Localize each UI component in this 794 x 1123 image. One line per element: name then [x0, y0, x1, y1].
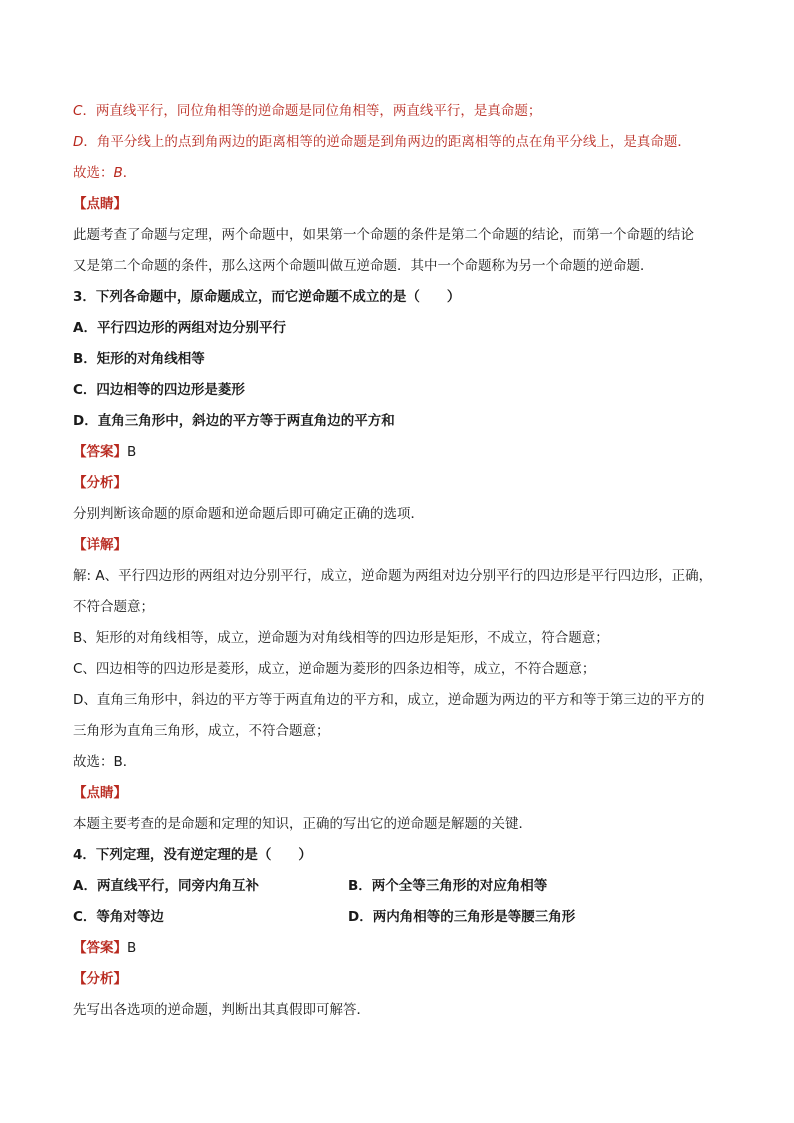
q3-detail-line-3: B、矩形的对角线相等，成立，逆命题为对角线相等的四边形是矩形，不成立，符合题意； [73, 630, 609, 646]
q3-stem: 3．下列各命题中，原命题成立，而它逆命题不成立的是（ ） [73, 289, 461, 305]
q4-option-b: B．两个全等三角形的对应角相等 [348, 878, 548, 894]
choice-prefix: 故选： [73, 165, 114, 181]
choice-letter: B [113, 165, 123, 181]
q4-analysis-tag: 【分析】 [73, 971, 127, 987]
q4-option-d: D．两内角相等的三角形是等腰三角形 [348, 909, 576, 925]
q3-detail-line-1: 解: A、平行四边形的两组对边分别平行，成立，逆命题为两组对边分别平行的四边形是平行四边形，正确， [73, 568, 713, 584]
q3-detail-tag: 【详解】 [73, 537, 127, 553]
q3-detail-line-2: 不符合题意； [73, 599, 154, 615]
q4-analysis: 先写出各选项的逆命题，判断出其真假即可解答． [73, 1002, 370, 1018]
answer-tag: 【答案】 [73, 444, 127, 460]
q4-option-c: C．等角对等边 [73, 909, 164, 925]
q2-dianjing-tag: 【点睛】 [73, 196, 127, 212]
q3-option-c: C．四边相等的四边形是菱形 [73, 382, 245, 398]
q3-detail-line-7: 故选：B． [73, 754, 137, 770]
q4-options-row-2 [73, 908, 733, 926]
q3-answer [73, 443, 733, 461]
q3-option-d: D．直角三角形中，斜边的平方等于两直角边的平方和 [73, 413, 395, 429]
q3-option-b: B．矩形的对角线相等 [73, 351, 205, 367]
option-letter: C [73, 103, 83, 119]
q2-choice [73, 164, 733, 182]
q3-detail-line-6: 三角形为直角三角形，成立，不符合题意； [73, 723, 330, 739]
answer-value: B [127, 444, 137, 460]
q3-dianjing: 本题主要考查的是命题和定理的知识，正确的写出它的逆命题是解题的关键． [73, 816, 532, 832]
q3-analysis-tag: 【分析】 [73, 475, 127, 491]
option-text: ．角平分线上的点到角两边的距离相等的逆命题是到角两边的距离相等的点在角平分线上，是真命题． [83, 134, 691, 150]
q4-options-row-1 [73, 877, 733, 895]
q3-detail-line-4: C、四边相等的四边形是菱形，成立，逆命题为菱形的四条边相等，成立，不符合题意； [73, 661, 596, 677]
q3-analysis: 分别判断该命题的原命题和逆命题后即可确定正确的选项． [73, 506, 424, 522]
answer-tag: 【答案】 [73, 940, 127, 956]
q4-stem: 4．下列定理，没有逆定理的是（ ） [73, 847, 312, 863]
q2-option-d-solution [73, 133, 733, 151]
choice-suffix: ． [122, 165, 137, 181]
option-text: ．两直线平行，同位角相等的逆命题是同位角相等，两直线平行，是真命题； [82, 103, 542, 119]
answer-value: B [127, 940, 137, 956]
q4-option-a: A．两直线平行，同旁内角互补 [73, 878, 259, 894]
q2-option-c-solution [73, 102, 733, 120]
q3-detail-line-5: D、直角三角形中，斜边的平方等于两直角边的平方和，成立，逆命题为两边的平方和等于第三边的平方的 [73, 692, 705, 708]
q4-answer [73, 939, 733, 957]
q3-option-a: A．平行四边形的两组对边分别平行 [73, 320, 286, 336]
q2-dianjing-line-1: 此题考查了命题与定理，两个命题中，如果第一个命题的条件是第二个命题的结论，而第一个命题的结论 [73, 227, 694, 243]
q3-dianjing-tag: 【点睛】 [73, 785, 127, 801]
option-letter: D [73, 134, 84, 150]
q2-dianjing-line-2: 又是第二个命题的条件，那么这两个命题叫做互逆命题．其中一个命题称为另一个命题的逆命题． [73, 258, 654, 274]
